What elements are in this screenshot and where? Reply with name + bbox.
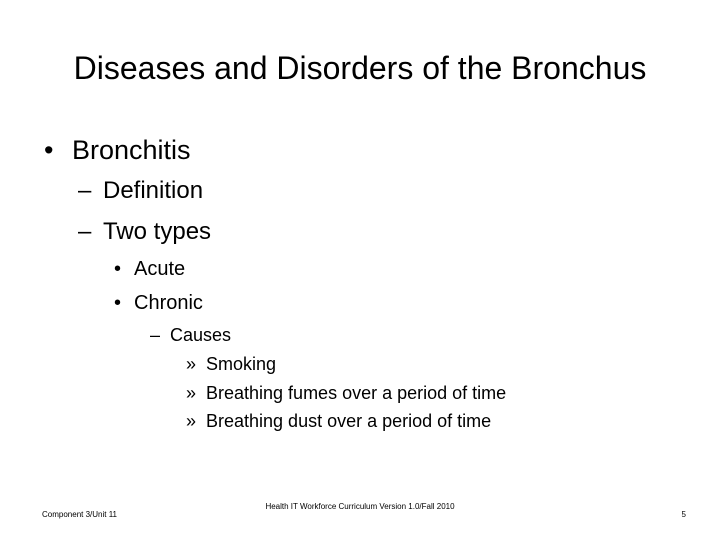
slide-title: Diseases and Disorders of the Bronchus xyxy=(73,50,647,86)
bullet-chronic xyxy=(114,290,203,316)
bullet-marker: • xyxy=(44,135,54,165)
bullet-breathing-fumes xyxy=(186,381,506,405)
bullet-marker: • xyxy=(114,292,122,314)
bullet-breathing-dust xyxy=(186,409,491,433)
bullet-two-types xyxy=(78,217,211,247)
bullet-acute xyxy=(114,256,185,282)
dash-marker: – xyxy=(78,218,92,245)
footer-component-label: Component 3/Unit 11 xyxy=(42,510,118,519)
bullet-text: Two types xyxy=(103,218,212,245)
bullet-text: Causes xyxy=(170,325,232,345)
footer-curriculum-label: Health IT Workforce Curriculum Version 1.0/Fall 2010 xyxy=(265,502,455,511)
bullet-text: Chronic xyxy=(134,292,203,314)
dash-marker: – xyxy=(150,325,161,345)
chevron-marker: » xyxy=(186,354,197,374)
bullet-bronchitis xyxy=(44,134,191,166)
bullet-text: Definition xyxy=(103,177,204,204)
bullet-text: Acute xyxy=(134,258,186,280)
bullet-text: Breathing fumes over a period of time xyxy=(206,383,507,403)
bullet-text: Bronchitis xyxy=(72,135,191,165)
chevron-marker: » xyxy=(186,411,197,431)
bullet-marker: • xyxy=(114,258,122,280)
bullet-definition xyxy=(78,176,203,206)
chevron-marker: » xyxy=(186,383,197,403)
bullet-causes xyxy=(150,323,231,347)
bullet-text: Breathing dust over a period of time xyxy=(206,411,492,431)
bullet-text: Smoking xyxy=(206,354,277,374)
dash-marker: – xyxy=(78,177,92,204)
footer-page-number: 5 xyxy=(681,510,686,519)
bullet-smoking xyxy=(186,352,276,376)
